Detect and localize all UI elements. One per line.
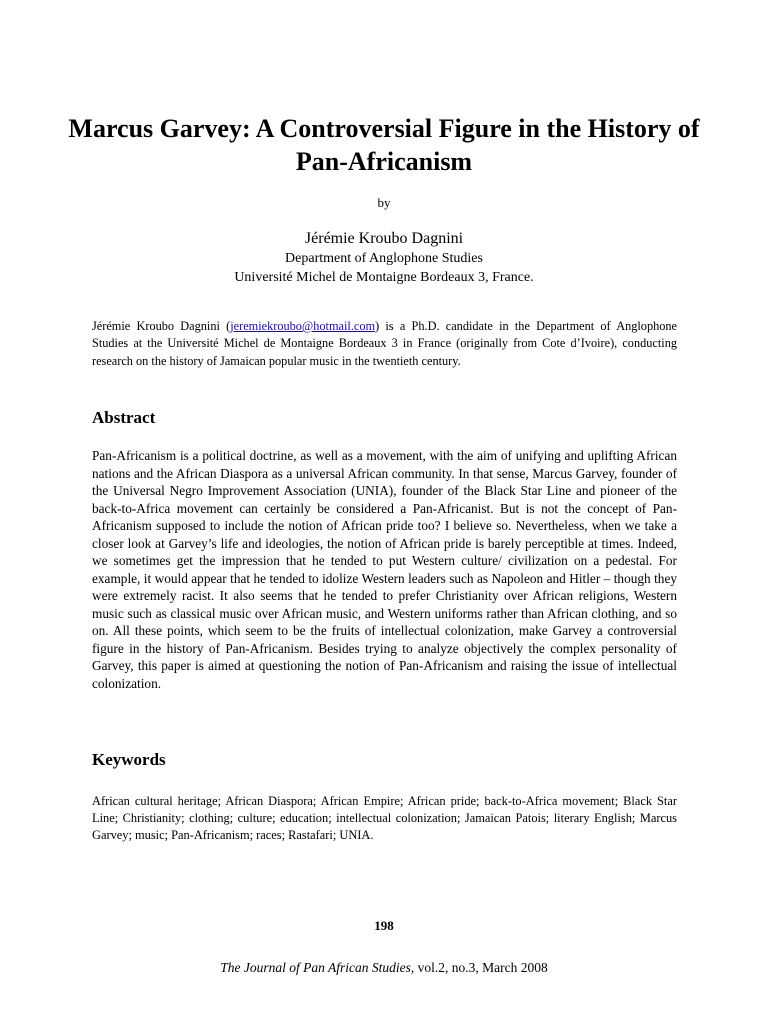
abstract-heading: Abstract [92, 408, 156, 427]
paper-title: Marcus Garvey: A Controversial Figure in the History of Pan-Africanism [68, 114, 700, 176]
keywords-text: African cultural heritage; African Diaspora; African Empire; African pride; back-to-Africa movement; Black Star Line; Christianity; clothing; culture; education; intellectual colonization; Jamaican Patois; literary English; Marcus Garvey; music; Pan-Africanism; races; Rastafari; UNIA. [92, 794, 677, 842]
abstract-text: Pan-Africanism is a political doctrine, as well as a movement, with the aim of unifying and uplifting African nations and the African Diaspora as a universal African community. In that sense, Marcus Garvey, founder of the Universal Negro Improvement Association (UNIA), founder of the Black Star Line and pioneer of the back-to-Africa movement can certainly be considered a Pan-Africanist. But is not the concept of Pan-Africanism supposed to include the notion of African pride too? I believe so. Nevertheless, when we take a closer look at Garvey’s life and ideologies, the notion of African pride is barely perceptible at times. Indeed, we sometimes get the impression that he tended to put Western culture/ civilization on a pedestal. For example, it would appear that he tended to idolize Western leaders such as Napoleon and Hitler – though they were extremely racist. It also seems that he tended to prefer Christianity over African religions, Western music such as classical music over African music, and Western uniforms rather than African clothing, and so on. All these points, which seem to be the fruits of intellectual colonization, make Garvey a controversial figure in the history of Pan-Africanism. Besides trying to analyze objectively the complex personality of Garvey, this paper is aimed at questioning the notion of Pan-Africanism and raising the issue of intellectual colonization. [92, 448, 677, 691]
journal-footer [0, 959, 768, 977]
author-block [0, 229, 768, 287]
author-email-link[interactable]: jeremiekroubo@hotmail.com [230, 319, 376, 333]
page-number: 198 [374, 918, 394, 933]
by-line: by [377, 195, 391, 210]
keywords-heading: Keywords [92, 750, 166, 769]
bio-text-start: Jérémie Kroubo Dagnini ( [92, 319, 231, 333]
bio-text-end: ) is a Ph.D. candidate in the Department of Anglophone Studies at the Université Michel de Montaigne Bordeaux 3 in France (originally from Cote d’Ivoire), conducting research on the history of Jamaican popular music in the twentieth century. [92, 319, 677, 368]
author-name: Jérémie Kroubo Dagnini [304, 230, 464, 247]
author-department: Department of Anglophone Studies [285, 251, 483, 266]
journal-citation: , vol.2, no.3, March 2008 [410, 960, 548, 975]
author-university: Université Michel de Montaigne Bordeaux 3, France. [234, 270, 534, 285]
author-bio [92, 318, 677, 370]
journal-name: The Journal of Pan African Studies [220, 960, 411, 975]
